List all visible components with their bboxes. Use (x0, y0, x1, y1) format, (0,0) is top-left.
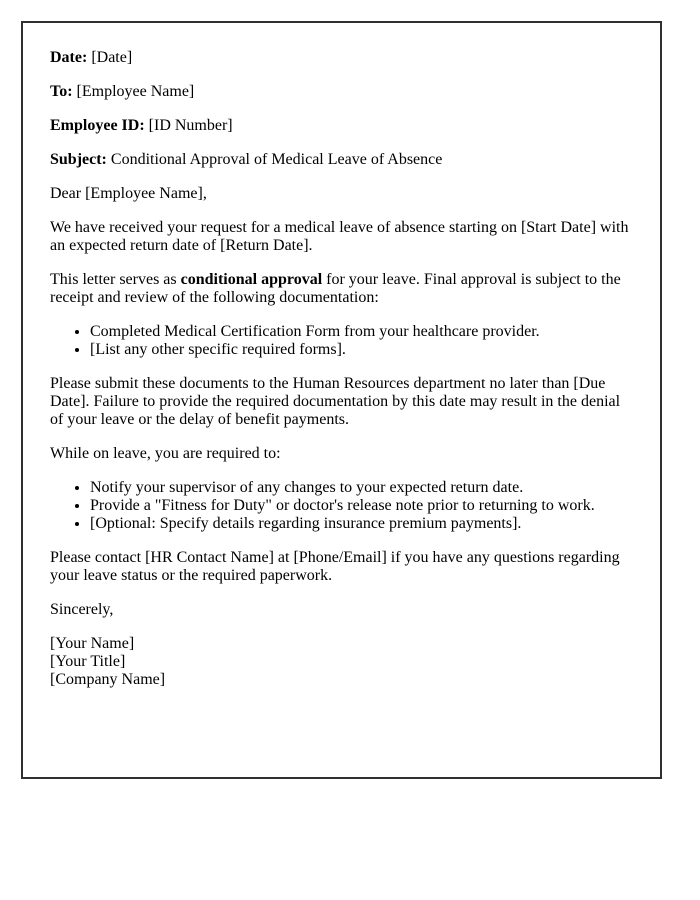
subject-line (50, 151, 633, 169)
signature-title: [Your Title] (50, 653, 126, 670)
leave-requirements-list (50, 479, 633, 533)
to-value: [Employee Name] (76, 83, 195, 100)
letter-container (21, 21, 662, 779)
to-line (50, 83, 633, 101)
paragraph-conditional-approval (50, 271, 633, 307)
list-item: • [List any other specific required forms]. (90, 341, 633, 359)
date-value: [Date] (91, 49, 133, 66)
signature-block (50, 635, 633, 689)
conditional-post-text: for your leave. Final approval is subject to the receipt and review of the following documentation: (50, 271, 621, 306)
salutation: Dear [Employee Name], (50, 185, 207, 202)
to-label: To: (50, 83, 73, 100)
list-item: • [Optional: Specify details regarding insurance premium payments]. (90, 515, 633, 533)
closing: Sincerely, (50, 601, 114, 618)
list-item: • Notify your supervisor of any changes to your expected return date. (90, 479, 633, 497)
date-label: Date: (50, 49, 88, 66)
subject-value: Conditional Approval of Medical Leave of Absence (110, 151, 443, 168)
list-item: • Provide a "Fitness for Duty" or doctor's release note prior to returning to work. (90, 497, 633, 515)
date-line (50, 49, 633, 67)
employee-id-label: Employee ID: (50, 117, 145, 134)
signature-name: [Your Name] (50, 635, 135, 652)
paragraph-request-received: We have received your request for a medical leave of absence starting on [Start Date] with an expected return date of [Return Date]. (50, 219, 629, 254)
subject-label: Subject: (50, 151, 107, 168)
conditional-approval-bold: conditional approval (180, 271, 323, 288)
list-item: • Completed Medical Certification Form from your healthcare provider. (90, 323, 633, 341)
employee-id-line (50, 117, 633, 135)
required-documents-list (50, 323, 633, 359)
paragraph-contact: Please contact [HR Contact Name] at [Phone/Email] if you have any questions regarding your leave status or the required paperwork. (50, 549, 620, 584)
signature-company: [Company Name] (50, 671, 166, 688)
employee-id-value: [ID Number] (148, 117, 233, 134)
paragraph-while-on-leave: While on leave, you are required to: (50, 445, 281, 462)
conditional-pre-text: This letter serves as (50, 271, 181, 288)
paragraph-submit-documents: Please submit these documents to the Human Resources department no later than [Due Date]. Failure to provide the required documentation by this date may result in the denial of your leave or the delay of benefit payments. (50, 375, 621, 428)
